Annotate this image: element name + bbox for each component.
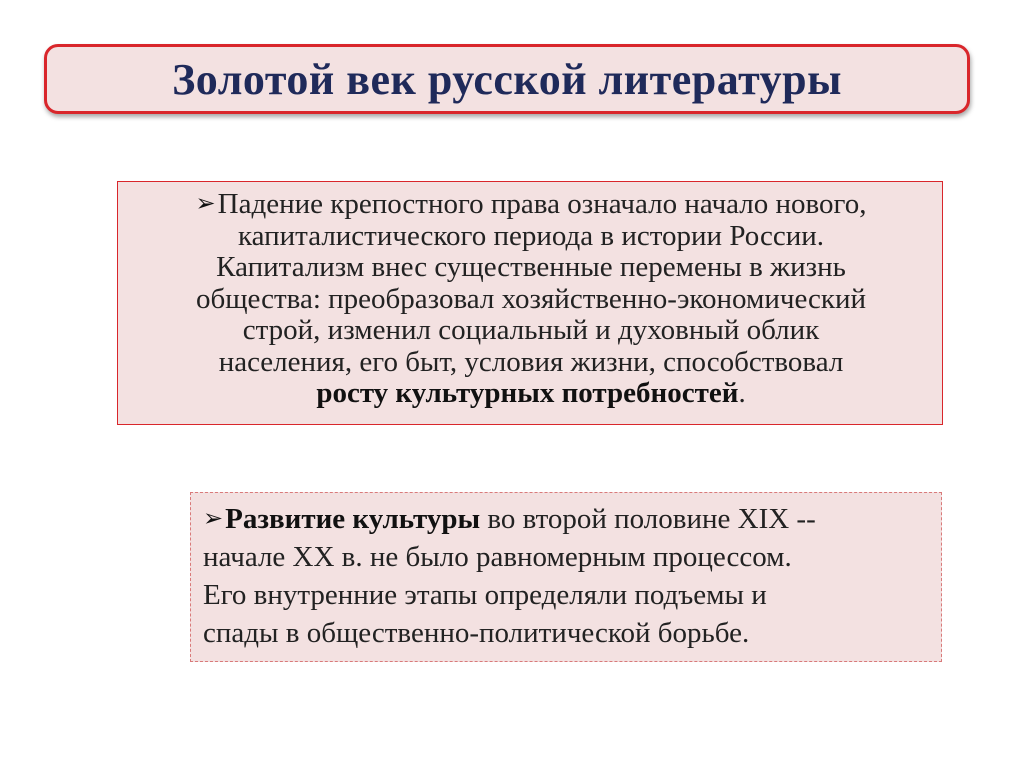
text-line: спады в общественно-политической борьбе.	[203, 617, 750, 649]
text-line: Капитализм внес существенные перемены в жизнь	[216, 251, 846, 283]
text-line: начале XX в. не было равномерным процессом.	[203, 541, 792, 573]
text-line	[203, 499, 933, 538]
text-line-content: во второй половине XIX --	[480, 503, 816, 535]
text-box-culture	[190, 492, 942, 662]
title-banner	[44, 44, 970, 114]
text-box-serfdom-body	[118, 188, 944, 410]
emphasis-text: Развитие культуры	[225, 503, 481, 535]
text-line: Его внутренние этапы определяли подъемы и	[203, 579, 767, 611]
emphasis-text: росту культурных потребностей	[316, 377, 739, 409]
text-line: строй, изменил социальный и духовный облик	[242, 314, 820, 346]
text-box-serfdom	[117, 181, 943, 425]
arrow-bullet-icon: ➢	[203, 504, 224, 532]
text-line: капиталистического периода в истории России.	[237, 219, 824, 252]
text-box-culture-body	[203, 499, 933, 652]
text-line	[118, 188, 944, 221]
text-line-content: Падение крепостного права означало начало нового,	[217, 188, 867, 220]
punctuation: .	[738, 377, 746, 409]
arrow-bullet-icon: ➢	[195, 189, 216, 217]
text-line: общества: преобразовал хозяйственно-экономический	[195, 282, 867, 315]
text-line: населения, его быт, условия жизни, способствовал	[218, 345, 844, 378]
text-line	[118, 378, 944, 410]
slide-title: Золотой век русской литературы	[172, 54, 842, 104]
